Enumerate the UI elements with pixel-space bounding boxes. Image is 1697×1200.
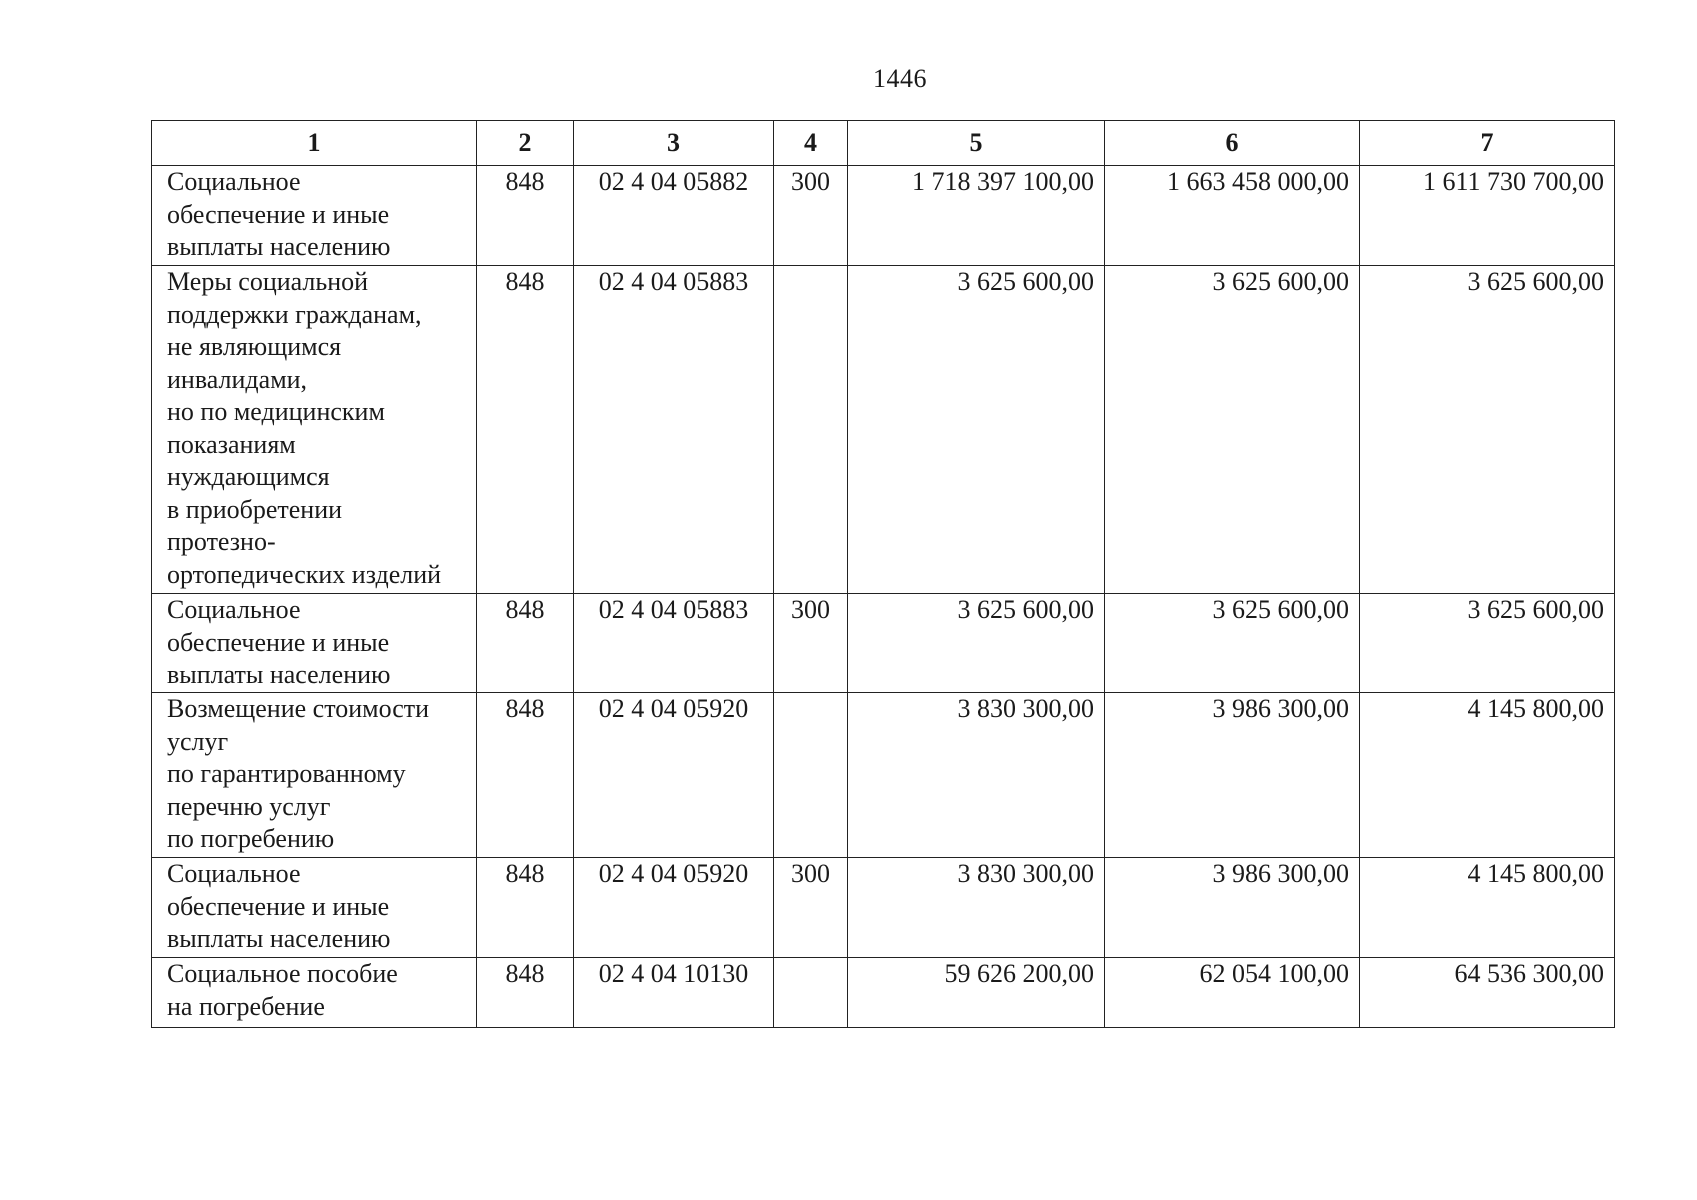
row-year1: 3 625 600,00 bbox=[848, 594, 1105, 693]
row-year2: 3 986 300,00 bbox=[1105, 858, 1360, 958]
row-target: 02 4 04 10130 bbox=[574, 958, 774, 1028]
row-code: 848 bbox=[477, 858, 574, 958]
header-col-2: 2 bbox=[477, 121, 574, 166]
row-year2: 3 625 600,00 bbox=[1105, 594, 1360, 693]
row-year3: 1 611 730 700,00 bbox=[1360, 166, 1615, 266]
row-code: 848 bbox=[477, 166, 574, 266]
row-target: 02 4 04 05882 bbox=[574, 166, 774, 266]
row-name: Социальное обеспечение и иные выплаты населению bbox=[152, 594, 477, 693]
header-col-3: 3 bbox=[574, 121, 774, 166]
row-year2: 62 054 100,00 bbox=[1105, 958, 1360, 1028]
row-year1: 3 625 600,00 bbox=[848, 266, 1105, 594]
row-code: 848 bbox=[477, 958, 574, 1028]
table-row bbox=[152, 858, 1615, 958]
table-row bbox=[152, 958, 1615, 1028]
row-target: 02 4 04 05883 bbox=[574, 266, 774, 594]
row-year3: 4 145 800,00 bbox=[1360, 858, 1615, 958]
header-col-1: 1 bbox=[152, 121, 477, 166]
row-type bbox=[774, 693, 848, 858]
row-type: 300 bbox=[774, 166, 848, 266]
table-header bbox=[152, 121, 1615, 166]
row-target: 02 4 04 05920 bbox=[574, 693, 774, 858]
table-body bbox=[152, 166, 1615, 1028]
row-year1: 1 718 397 100,00 bbox=[848, 166, 1105, 266]
header-col-5: 5 bbox=[848, 121, 1105, 166]
row-year1: 3 830 300,00 bbox=[848, 858, 1105, 958]
header-col-4: 4 bbox=[774, 121, 848, 166]
header-row bbox=[152, 121, 1615, 166]
budget-table bbox=[151, 120, 1615, 1028]
table-row bbox=[152, 594, 1615, 693]
row-type bbox=[774, 266, 848, 594]
table-row bbox=[152, 266, 1615, 594]
row-code: 848 bbox=[477, 594, 574, 693]
row-year1: 59 626 200,00 bbox=[848, 958, 1105, 1028]
row-type: 300 bbox=[774, 858, 848, 958]
row-name: Меры социальной поддержки гражданам, не являющимся инвалидами, но по медицинским показаниям нуждающимся в приобретении протезно- ортопедических изделий bbox=[152, 266, 477, 594]
row-name: Социальное обеспечение и иные выплаты населению bbox=[152, 166, 477, 266]
row-year2: 1 663 458 000,00 bbox=[1105, 166, 1360, 266]
row-year3: 3 625 600,00 bbox=[1360, 594, 1615, 693]
row-target: 02 4 04 05920 bbox=[574, 858, 774, 958]
row-name: Социальное обеспечение и иные выплаты населению bbox=[152, 858, 477, 958]
row-year3: 3 625 600,00 bbox=[1360, 266, 1615, 594]
header-col-7: 7 bbox=[1360, 121, 1615, 166]
row-year2: 3 625 600,00 bbox=[1105, 266, 1360, 594]
table-row bbox=[152, 693, 1615, 858]
row-name: Социальное пособие на погребение bbox=[152, 958, 477, 1028]
row-target: 02 4 04 05883 bbox=[574, 594, 774, 693]
row-year3: 4 145 800,00 bbox=[1360, 693, 1615, 858]
header-col-6: 6 bbox=[1105, 121, 1360, 166]
row-year1: 3 830 300,00 bbox=[848, 693, 1105, 858]
row-type bbox=[774, 958, 848, 1028]
row-code: 848 bbox=[477, 266, 574, 594]
page-number: 1446 bbox=[873, 64, 927, 93]
row-type: 300 bbox=[774, 594, 848, 693]
row-code: 848 bbox=[477, 693, 574, 858]
row-year2: 3 986 300,00 bbox=[1105, 693, 1360, 858]
row-year3: 64 536 300,00 bbox=[1360, 958, 1615, 1028]
row-name: Возмещение стоимости услуг по гарантированному перечню услуг по погребению bbox=[152, 693, 477, 858]
table-row bbox=[152, 166, 1615, 266]
